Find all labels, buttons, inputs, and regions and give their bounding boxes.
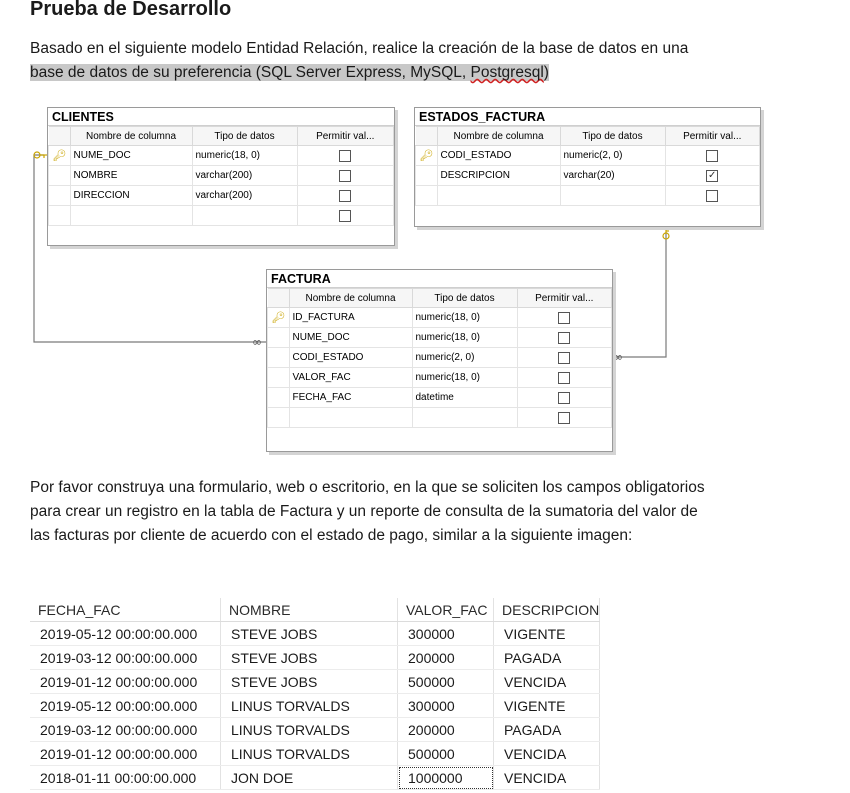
grid-cell[interactable]: 2019-05-12 00:00:00.000 (30, 694, 221, 718)
grid-row[interactable] (30, 622, 600, 646)
primary-key-icon: 🔑︎ (419, 150, 434, 162)
allow-nulls-checkbox[interactable] (558, 352, 570, 364)
table-factura-title: FACTURA (267, 270, 612, 288)
relationship-estados-factura (612, 232, 666, 357)
column-name: DIRECCION (70, 186, 192, 206)
header-column-name: Nombre de columna (70, 127, 192, 146)
grid-cell[interactable]: 2019-01-12 00:00:00.000 (30, 742, 221, 766)
grid-cell[interactable]: 2019-01-12 00:00:00.000 (30, 670, 221, 694)
column-row[interactable] (416, 146, 760, 166)
new-column-row[interactable] (49, 206, 394, 226)
column-type: varchar(200) (192, 166, 297, 186)
column-header-row (49, 127, 394, 146)
header-data-type: Tipo de datos (192, 127, 297, 146)
column-type: numeric(18, 0) (412, 328, 517, 348)
header-allow-nulls: Permitir val... (297, 127, 394, 146)
grid-header: FECHA_FAC (30, 598, 221, 622)
grid-cell[interactable]: 300000 (398, 622, 494, 646)
column-name: NUME_DOC (70, 146, 192, 166)
grid-cell[interactable]: LINUS TORVALDS (221, 718, 398, 742)
grid-cell[interactable]: 300000 (398, 694, 494, 718)
grid-cell[interactable]: VIGENTE (494, 694, 600, 718)
grid-cell[interactable]: LINUS TORVALDS (221, 742, 398, 766)
allow-nulls-checkbox[interactable] (706, 190, 718, 202)
grid-cell[interactable]: STEVE JOBS (221, 622, 398, 646)
header-data-type: Tipo de datos (560, 127, 665, 146)
column-row[interactable] (49, 166, 394, 186)
column-type: varchar(20) (560, 166, 665, 186)
column-row[interactable] (268, 308, 612, 328)
new-column-row[interactable] (416, 186, 760, 206)
header-allow-nulls: Permitir val... (517, 289, 612, 308)
spellcheck-word: Postgresql (470, 64, 544, 81)
column-type: numeric(18, 0) (412, 308, 517, 328)
grid-cell[interactable]: 500000 (398, 742, 494, 766)
table-clientes-title: CLIENTES (48, 108, 394, 126)
header-allow-nulls: Permitir val... (665, 127, 760, 146)
grid-cell[interactable]: VENCIDA (494, 742, 600, 766)
column-name: DESCRIPCION (437, 166, 560, 186)
grid-cell[interactable]: 200000 (398, 646, 494, 670)
allow-nulls-checkbox[interactable] (339, 210, 351, 222)
column-header-row (416, 127, 760, 146)
column-header-row (268, 289, 612, 308)
intro-paragraph (30, 37, 790, 85)
intro-line-1: Basado en el siguiente modelo Entidad Relación, realice la creación de la base de datos en una (30, 40, 689, 57)
column-name: VALOR_FAC (289, 368, 412, 388)
column-name: FECHA_FAC (289, 388, 412, 408)
column-name: NUME_DOC (289, 328, 412, 348)
primary-key-icon: 🔑︎ (271, 312, 286, 324)
infinity-icon: ∞ (252, 335, 262, 349)
grid-cell[interactable]: JON DOE (221, 766, 398, 790)
allow-nulls-checkbox[interactable] (339, 190, 351, 202)
grid-cell[interactable]: PAGADA (494, 718, 600, 742)
allow-nulls-checkbox[interactable] (339, 150, 351, 162)
column-type: numeric(18, 0) (192, 146, 297, 166)
grid-cell[interactable]: VIGENTE (494, 622, 600, 646)
grid-cell-focused[interactable]: 1000000 (398, 766, 494, 790)
column-type: varchar(200) (192, 186, 297, 206)
grid-row[interactable] (30, 766, 600, 790)
grid-cell[interactable]: 2019-03-12 00:00:00.000 (30, 646, 221, 670)
allow-nulls-checkbox-checked[interactable]: ✓ (708, 169, 717, 181)
report-results-grid (30, 598, 600, 790)
column-row[interactable] (416, 166, 760, 186)
column-row[interactable] (268, 328, 612, 348)
grid-cell[interactable]: PAGADA (494, 646, 600, 670)
grid-cell[interactable]: VENCIDA (494, 766, 600, 790)
grid-header-row (30, 598, 600, 622)
grid-cell[interactable]: STEVE JOBS (221, 670, 398, 694)
grid-row[interactable] (30, 694, 600, 718)
column-type: datetime (412, 388, 517, 408)
allow-nulls-checkbox[interactable] (706, 150, 718, 162)
grid-cell[interactable]: LINUS TORVALDS (221, 694, 398, 718)
allow-nulls-checkbox[interactable] (558, 392, 570, 404)
column-row[interactable] (268, 348, 612, 368)
column-type: numeric(18, 0) (412, 368, 517, 388)
grid-header: NOMBRE (221, 598, 398, 622)
grid-row[interactable] (30, 742, 600, 766)
instructions-paragraph (30, 476, 820, 548)
header-column-name: Nombre de columna (289, 289, 412, 308)
grid-cell[interactable]: STEVE JOBS (221, 646, 398, 670)
column-row[interactable] (268, 368, 612, 388)
grid-row[interactable] (30, 670, 600, 694)
intro-line-2: base de datos de su preferencia (SQL Server Express, MySQL, Postgresql) (30, 64, 549, 81)
grid-header: DESCRIPCION (494, 598, 600, 622)
header-data-type: Tipo de datos (412, 289, 517, 308)
table-clientes[interactable] (47, 107, 395, 246)
grid-cell[interactable]: 2018-01-11 00:00:00.000 (30, 766, 221, 790)
column-name: CODI_ESTADO (437, 146, 560, 166)
instructions-line-3: las facturas por cliente de acuerdo con el estado de pago, similar a la siguiente imagen: (30, 527, 633, 544)
allow-nulls-checkbox[interactable] (558, 312, 570, 324)
grid-row[interactable] (30, 646, 600, 670)
column-name: ID_FACTURA (289, 308, 412, 328)
header-column-name: Nombre de columna (437, 127, 560, 146)
grid-header: VALOR_FAC (398, 598, 494, 622)
allow-nulls-checkbox[interactable] (558, 332, 570, 344)
column-row[interactable] (268, 388, 612, 408)
column-type: numeric(2, 0) (560, 146, 665, 166)
grid-cell[interactable]: 2019-05-12 00:00:00.000 (30, 622, 221, 646)
instructions-line-2: para crear un registro en la tabla de Factura y un reporte de consulta de la sumatoria del valor de (30, 503, 698, 520)
column-row[interactable] (49, 186, 394, 206)
allow-nulls-checkbox[interactable] (339, 170, 351, 182)
column-type: numeric(2, 0) (412, 348, 517, 368)
column-name: CODI_ESTADO (289, 348, 412, 368)
infinity-icon: ∞ (613, 350, 623, 364)
grid-cell[interactable]: 200000 (398, 718, 494, 742)
key-end-icon (663, 229, 669, 239)
column-row[interactable] (49, 146, 394, 166)
grid-cell[interactable]: 500000 (398, 670, 494, 694)
table-estados-factura-title: ESTADOS_FACTURA (415, 108, 760, 126)
page-title: Prueba de Desarrollo (30, 0, 232, 20)
grid-row[interactable] (30, 718, 600, 742)
allow-nulls-checkbox[interactable] (558, 372, 570, 384)
new-column-row[interactable] (268, 408, 612, 428)
primary-key-icon: 🔑︎ (52, 150, 67, 162)
column-name: NOMBRE (70, 166, 192, 186)
table-estados-factura[interactable] (414, 107, 761, 227)
instructions-line-1: Por favor construya una formulario, web o escritorio, en la que se soliciten los campos obligatorios (30, 479, 705, 496)
table-factura[interactable] (266, 269, 613, 452)
key-end-icon (34, 152, 47, 158)
allow-nulls-checkbox[interactable] (558, 412, 570, 424)
grid-cell[interactable]: VENCIDA (494, 670, 600, 694)
grid-cell[interactable]: 2019-03-12 00:00:00.000 (30, 718, 221, 742)
